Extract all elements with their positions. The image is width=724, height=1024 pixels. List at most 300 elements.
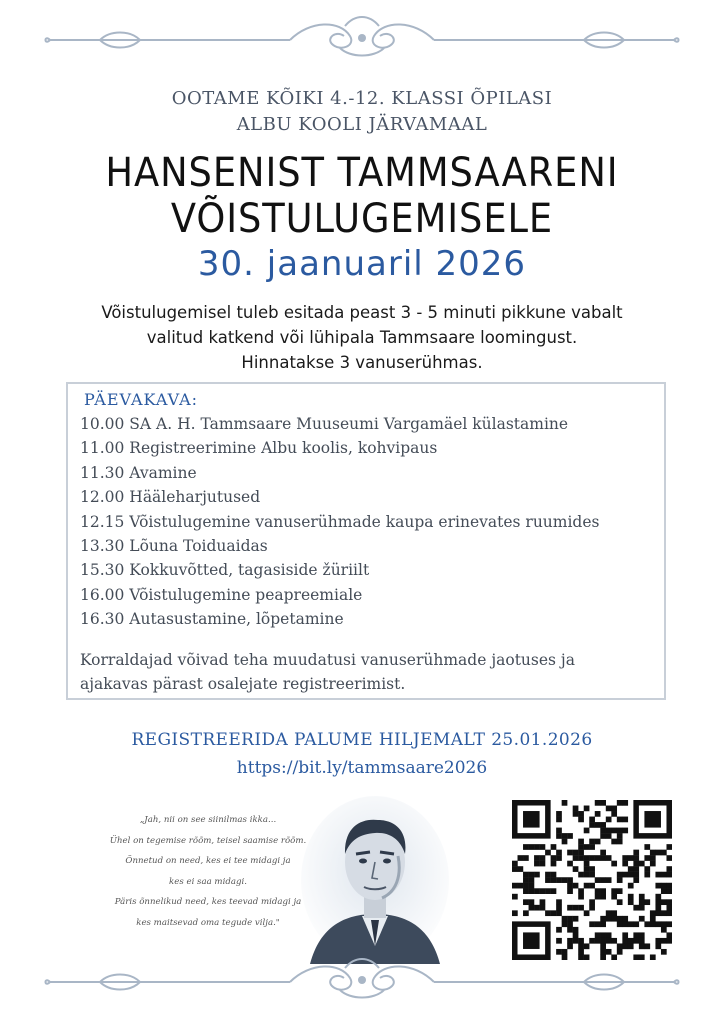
qr-module	[633, 866, 639, 872]
qr-module	[589, 899, 595, 905]
qr-module	[556, 855, 562, 861]
qr-module	[523, 932, 540, 949]
qr-module	[540, 905, 546, 911]
qr-module	[611, 861, 617, 867]
qr-module	[556, 905, 562, 911]
qr-module	[644, 921, 650, 927]
qr-module	[534, 872, 540, 878]
qr-module	[562, 833, 568, 839]
qr-module	[628, 866, 634, 872]
qr-module	[611, 916, 617, 922]
qr-module	[573, 938, 579, 944]
qr-module	[523, 910, 529, 916]
qr-module	[628, 943, 634, 949]
qr-module	[551, 888, 557, 894]
qr-module	[556, 817, 562, 823]
qr-module	[567, 921, 573, 927]
qr-module	[661, 921, 667, 927]
quote-line: kes maitsevad oma tegude vilja."	[136, 917, 280, 928]
qr-module	[617, 800, 623, 806]
qr-module	[562, 921, 568, 927]
qr-module	[512, 866, 518, 872]
qr-module	[551, 844, 557, 850]
qr-module	[534, 888, 540, 894]
qr-module	[655, 872, 661, 878]
title-line-1: HANSENIST TAMMSAARENI	[105, 150, 619, 196]
qr-module	[622, 817, 628, 823]
qr-module	[600, 888, 606, 894]
qr-module	[540, 888, 546, 894]
qr-module	[595, 877, 601, 883]
qr-module	[611, 888, 617, 894]
qr-module	[633, 850, 639, 856]
qr-module	[578, 855, 584, 861]
qr-module	[661, 888, 667, 894]
qr-module	[655, 910, 661, 916]
qr-module	[666, 932, 672, 938]
qr-module	[556, 899, 562, 905]
quote-line: kes ei saa midagi.	[169, 876, 247, 887]
qr-module	[589, 822, 595, 828]
qr-module	[644, 811, 661, 828]
qr-module	[600, 938, 606, 944]
qr-module	[622, 800, 628, 806]
qr-module	[617, 888, 623, 894]
qr-module	[633, 905, 639, 911]
qr-module	[556, 833, 562, 839]
qr-module	[534, 844, 540, 850]
qr-module	[639, 938, 645, 944]
qr-module	[655, 850, 661, 856]
qr-module	[578, 872, 584, 878]
qr-module	[617, 839, 623, 845]
qr-module	[600, 916, 606, 922]
qr-module	[639, 894, 645, 900]
qr-module	[617, 872, 623, 878]
event-date: 30. jaanuaril 2026	[197, 244, 527, 284]
intro-text	[40, 300, 684, 375]
qr-module	[578, 844, 584, 850]
quote-line: Päris õnnelikud need, kes teevad midagi ja	[114, 897, 302, 907]
qr-module	[628, 872, 634, 878]
qr-module	[595, 888, 601, 894]
qr-module	[639, 916, 645, 922]
qr-module	[633, 877, 639, 883]
qr-module	[584, 883, 590, 889]
schedule-item: 16.30 Autasustamine, lõpetamine	[80, 610, 344, 629]
qr-module	[589, 883, 595, 889]
qr-module	[600, 921, 606, 927]
schedule-note	[80, 648, 660, 696]
qr-module	[584, 872, 590, 878]
qr-module	[595, 894, 601, 900]
top-ornament-icon	[40, 8, 684, 68]
qr-module	[655, 921, 661, 927]
qr-module	[545, 888, 551, 894]
qr-module	[584, 855, 590, 861]
qr-module	[661, 927, 667, 933]
qr-module	[633, 861, 639, 867]
qr-module	[644, 899, 650, 905]
qr-module	[600, 850, 606, 856]
qr-module	[595, 811, 601, 817]
qr-module	[523, 844, 529, 850]
qr-module	[518, 855, 524, 861]
schedule-note-line-2: ajakavas pärast osalejate registreerimist.	[80, 675, 406, 693]
schedule-list	[80, 412, 600, 632]
qr-module	[600, 932, 606, 938]
qr-module	[529, 888, 535, 894]
qr-module	[639, 905, 645, 911]
qr-module	[644, 855, 650, 861]
qr-module	[661, 883, 667, 889]
qr-module	[606, 806, 612, 812]
qr-module	[556, 811, 562, 817]
qr-module	[617, 828, 623, 834]
qr-module	[606, 916, 612, 922]
qr-module	[578, 943, 584, 949]
qr-module	[644, 844, 650, 850]
qr-module	[567, 833, 573, 839]
qr-module	[584, 806, 590, 812]
qr-module	[666, 905, 672, 911]
qr-code[interactable]	[512, 800, 672, 960]
qr-module	[529, 872, 535, 878]
qr-module	[573, 905, 579, 911]
qr-module	[617, 921, 623, 927]
qr-module	[529, 844, 535, 850]
qr-module	[584, 861, 590, 867]
schedule-item: 12.15 Võistulugemine vanuserühmade kaupa erinevates ruumides	[80, 512, 600, 531]
schedule-note-line-1: Korraldajad võivad teha muudatusi vanuserühmade jaotuses ja	[80, 651, 575, 669]
title-line-2: VÕISTULUGEMISELE	[170, 196, 554, 242]
qr-module	[567, 850, 573, 856]
qr-module	[556, 927, 562, 933]
qr-module	[534, 861, 540, 867]
qr-module	[617, 916, 623, 922]
schedule-item: 10.00 SA A. H. Tammsaare Muuseumi Vargamäel külastamine	[80, 415, 569, 433]
qr-module	[650, 916, 656, 922]
qr-module	[567, 861, 573, 867]
quote-line: „Jah, nii on see siinilmas ikka...	[139, 815, 277, 825]
qr-module	[644, 866, 650, 872]
qr-module	[611, 839, 617, 845]
qr-module	[578, 888, 584, 894]
qr-module	[567, 943, 573, 949]
qr-module	[578, 839, 584, 845]
qr-module	[633, 855, 639, 861]
registration-deadline: REGISTREERIDA PALUME HILJEMALT 25.01.2026	[131, 730, 593, 750]
qr-module	[556, 850, 562, 856]
qr-module	[611, 894, 617, 900]
qr-module	[540, 844, 546, 850]
qr-module	[545, 877, 551, 883]
schedule-item: 12.00 Hääleharjutused	[80, 488, 261, 507]
qr-module	[551, 872, 557, 878]
qr-module	[666, 938, 672, 944]
qr-module	[666, 883, 672, 889]
qr-module	[584, 943, 590, 949]
qr-module	[540, 861, 546, 867]
qr-module	[534, 905, 540, 911]
qr-module	[567, 927, 573, 933]
intro-line-2: valitud katkend või lühipala Tammsaare loomingust.	[146, 328, 578, 347]
qr-module	[600, 833, 606, 839]
qr-module	[573, 850, 579, 856]
qr-module	[628, 894, 634, 900]
quote-line: Ühel on tegemise rõõm, teisel saamise rõõm.	[109, 835, 307, 846]
qr-module	[584, 844, 590, 850]
qr-module	[633, 872, 639, 878]
qr-module	[606, 877, 612, 883]
qr-module	[567, 888, 573, 894]
qr-module	[523, 883, 529, 889]
qr-module	[644, 872, 650, 878]
qr-module	[666, 872, 672, 878]
qr-module	[562, 800, 568, 806]
qr-module	[595, 938, 601, 944]
qr-module	[622, 828, 628, 834]
qr-module	[611, 811, 617, 817]
qr-module	[562, 877, 568, 883]
qr-module	[551, 855, 557, 861]
qr-module	[655, 883, 661, 889]
qr-module	[600, 943, 606, 949]
qr-module	[512, 894, 518, 900]
qr-module	[578, 894, 584, 900]
qr-module	[529, 899, 535, 905]
qr-module	[628, 855, 634, 861]
qr-module	[628, 883, 634, 889]
qr-module	[606, 817, 612, 823]
qr-module	[611, 938, 617, 944]
qr-module	[573, 932, 579, 938]
qr-module	[606, 828, 612, 834]
qr-module	[578, 811, 584, 817]
qr-module	[655, 905, 661, 911]
schedule-item: 11.00 Registreerimine Albu koolis, kohvipaus	[80, 439, 438, 458]
qr-module	[578, 817, 584, 823]
qr-module	[556, 910, 562, 916]
qr-module	[600, 877, 606, 883]
qr-module	[666, 899, 672, 905]
qr-module	[551, 910, 557, 916]
qr-module	[639, 932, 645, 938]
qr-module	[589, 938, 595, 944]
qr-module	[622, 861, 628, 867]
qr-module	[545, 872, 551, 878]
qr-module	[617, 817, 623, 823]
qr-module	[578, 938, 584, 944]
qr-module	[534, 855, 540, 861]
qr-module	[518, 883, 524, 889]
qr-module	[595, 932, 601, 938]
qr-module	[600, 894, 606, 900]
qr-module	[573, 916, 579, 922]
qr-module	[661, 938, 667, 944]
registration-link[interactable]: https://bit.ly/tammsaare2026	[236, 758, 488, 778]
qr-module	[661, 899, 667, 905]
quote-line: Õnnetud on need, kes ei tee midagi ja	[125, 856, 291, 866]
qr-module	[633, 938, 639, 944]
schedule-box	[66, 382, 666, 700]
qr-module	[628, 921, 634, 927]
qr-module	[666, 888, 672, 894]
portrait-illustration	[300, 796, 450, 964]
schedule-heading: PÄEVAKAVA:	[84, 390, 199, 409]
qr-module	[622, 855, 628, 861]
qr-module	[606, 932, 612, 938]
qr-module	[523, 888, 529, 894]
qr-module	[578, 850, 584, 856]
qr-module	[595, 855, 601, 861]
qr-module	[589, 921, 595, 927]
qr-module	[628, 938, 634, 944]
qr-module	[529, 883, 535, 889]
qr-module	[600, 855, 606, 861]
qr-module	[661, 910, 667, 916]
qr-module	[666, 910, 672, 916]
qr-module	[666, 866, 672, 872]
qr-module	[512, 883, 518, 889]
invitation-line-2: ALBU KOOLI JÄRVAMAAL	[236, 114, 488, 135]
qr-module	[617, 943, 623, 949]
qr-module	[545, 910, 551, 916]
invitation-line-1: OOTAME KÕIKI 4.-12. KLASSI ÕPILASI	[171, 88, 553, 109]
qr-module	[584, 828, 590, 834]
qr-module	[622, 943, 628, 949]
qr-module	[523, 877, 529, 883]
qr-module	[655, 894, 661, 900]
qr-module	[622, 932, 628, 938]
qr-module	[562, 839, 568, 845]
qr-module	[556, 877, 562, 883]
qr-module	[644, 943, 650, 949]
qr-module	[567, 905, 573, 911]
qr-module	[600, 828, 606, 834]
tammsaare-quote	[108, 810, 308, 933]
qr-module	[650, 850, 656, 856]
qr-module	[617, 899, 623, 905]
qr-module	[567, 877, 573, 883]
qr-module	[573, 927, 579, 933]
qr-module	[573, 883, 579, 889]
schedule-item: 16.00 Võistulugemine peapreemiale	[80, 585, 363, 604]
qr-module	[589, 844, 595, 850]
qr-module	[633, 921, 639, 927]
qr-module	[622, 938, 628, 944]
qr-module	[584, 910, 590, 916]
qr-module	[556, 938, 562, 944]
qr-module	[633, 932, 639, 938]
qr-module	[512, 861, 518, 867]
qr-module	[650, 855, 656, 861]
qr-module	[551, 877, 557, 883]
qr-module	[595, 921, 601, 927]
qr-module	[567, 938, 573, 944]
qr-module	[529, 877, 535, 883]
qr-module	[518, 866, 524, 872]
qr-module	[666, 844, 672, 850]
schedule-item: 11.30 Avamine	[80, 463, 197, 482]
qr-module	[512, 910, 518, 916]
qr-module	[573, 866, 579, 872]
qr-module	[589, 905, 595, 911]
qr-module	[617, 877, 623, 883]
qr-module	[606, 833, 612, 839]
qr-module	[589, 866, 595, 872]
qr-module	[611, 806, 617, 812]
qr-module	[589, 872, 595, 878]
qr-module	[545, 850, 551, 856]
schedule-item: 13.30 Lõuna Toiduaidas	[80, 537, 268, 556]
schedule-item: 15.30 Kokkuvõtted, tagasiside žüriilt	[80, 561, 370, 580]
qr-module	[578, 905, 584, 911]
bottom-ornament-icon	[40, 952, 684, 1012]
invitation-text	[0, 86, 724, 138]
qr-module	[595, 839, 601, 845]
qr-module	[567, 916, 573, 922]
qr-module	[611, 910, 617, 916]
qr-module	[600, 822, 606, 828]
qr-module	[639, 861, 645, 867]
qr-module	[655, 938, 661, 944]
qr-module	[611, 828, 617, 834]
qr-module	[589, 817, 595, 823]
qr-module	[639, 899, 645, 905]
qr-module	[617, 833, 623, 839]
qr-module	[523, 811, 540, 828]
qr-module	[556, 828, 562, 834]
qr-module	[551, 861, 557, 867]
qr-module	[639, 943, 645, 949]
qr-module	[584, 866, 590, 872]
qr-module	[650, 861, 656, 867]
qr-module	[567, 883, 573, 889]
qr-module	[650, 910, 656, 916]
qr-module	[622, 916, 628, 922]
qr-module	[595, 822, 601, 828]
qr-module	[655, 899, 661, 905]
qr-module	[573, 806, 579, 812]
qr-module	[650, 921, 656, 927]
qr-module	[661, 850, 667, 856]
qr-module	[600, 800, 606, 806]
qr-module	[606, 855, 612, 861]
qr-module	[540, 855, 546, 861]
qr-module	[628, 899, 634, 905]
qr-module	[573, 855, 579, 861]
qr-module	[666, 921, 672, 927]
qr-module	[523, 899, 529, 905]
event-title	[29, 150, 695, 242]
intro-line-1: Võistulugemisel tuleb esitada peast 3 - 5 minuti pikkune vabalt	[101, 303, 623, 322]
qr-module	[573, 811, 579, 817]
qr-module	[655, 943, 661, 949]
qr-module	[529, 905, 535, 911]
qr-module	[606, 938, 612, 944]
qr-module	[562, 916, 568, 922]
qr-module	[523, 855, 529, 861]
qr-module	[540, 899, 546, 905]
qr-module	[589, 855, 595, 861]
qr-module	[666, 855, 672, 861]
qr-module	[622, 921, 628, 927]
qr-module	[595, 800, 601, 806]
intro-line-3: Hinnatakse 3 vanuserühmas.	[241, 353, 483, 372]
qr-module	[606, 910, 612, 916]
qr-module	[589, 839, 595, 845]
